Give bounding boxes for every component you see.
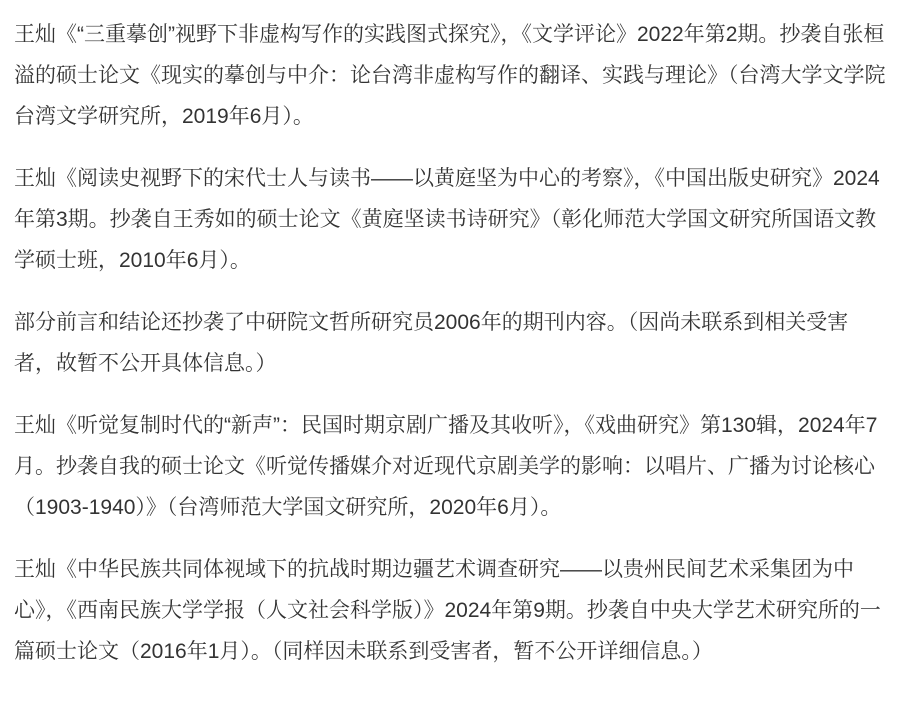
paragraph-plagiarism-case-5: 王灿《中华民族共同体视域下的抗战时期边疆艺术调查研究——以贵州民间艺术采集团为中心》，《西南民族大学学报（人文社会科学版）》2024年第9期。抄袭自中央大学艺术研究所的一篇硕士论文（2016年1月）。（同样因未联系到受害者，暂不公开详细信息。） [14,558,881,663]
paragraph-plagiarism-case-1: 王灿《“三重摹创”视野下非虚构写作的实践图式探究》，《文学评论》2022年第2期。抄袭自张桓溢的硕士论文《现实的摹创与中介：论台湾非虚构写作的翻译、实践与理论》（台湾大学文学院台湾文学研究所，2019年6月）。 [14,23,886,128]
paragraph-plagiarism-case-3: 部分前言和结论还抄袭了中研院文哲所研究员2006年的期刊内容。（因尚未联系到相关受害者，故暂不公开具体信息。） [14,311,849,375]
paragraph-plagiarism-case-2: 王灿《阅读史视野下的宋代士人与读书——以黄庭坚为中心的考察》，《中国出版史研究》2024年第3期。抄袭自王秀如的硕士论文《黄庭坚读书诗研究》（彰化师范大学国文研究所国语文教学硕士班，2010年6月）。 [14,167,880,272]
paragraph-plagiarism-case-4: 王灿《听觉复制时代的“新声”：民国时期京剧广播及其收听》，《戏曲研究》第130辑，2024年7月。抄袭自我的硕士论文《听觉传播媒介对近现代京剧美学的影响：以唱片、广播为讨论核心（1903-1940）》（台湾师范大学国文研究所，2020年6月）。 [14,414,878,519]
